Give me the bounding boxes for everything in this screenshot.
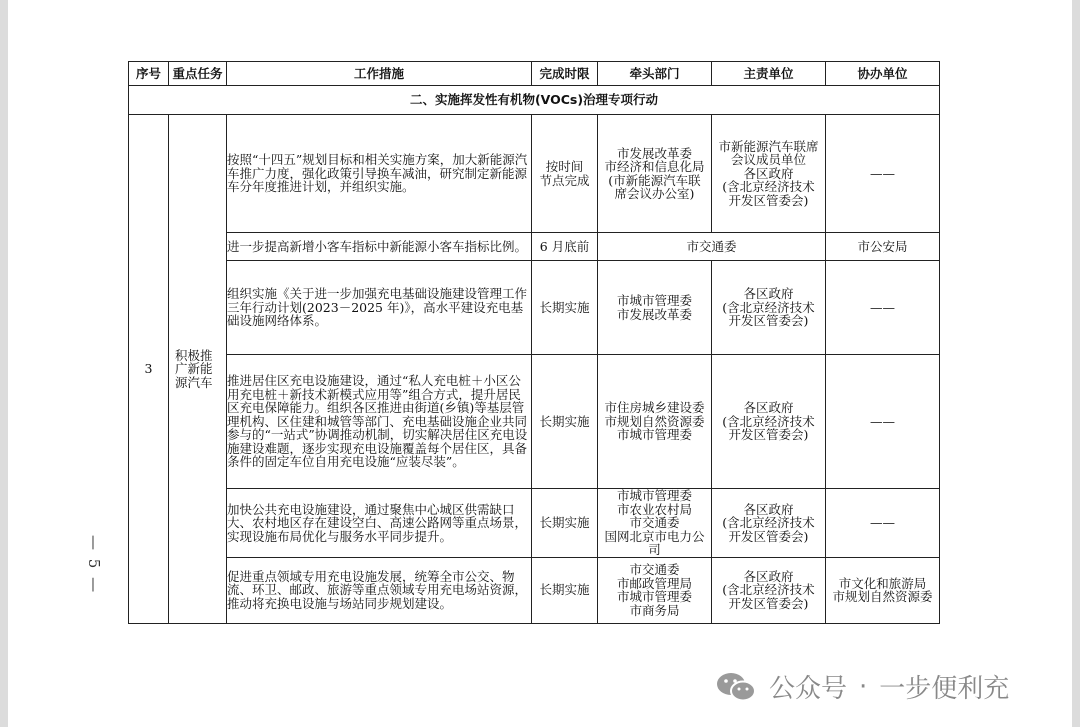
assist-unit: —— [826, 115, 940, 233]
deadline: 长期实施 [532, 261, 598, 355]
wechat-icon [715, 671, 757, 703]
lead-dept: 市发展改革委 市经济和信息化局 (市新能源汽车联 席会议办公室) [598, 115, 712, 233]
deadline: 6 月底前 [532, 233, 598, 261]
watermark [715, 668, 1009, 705]
deadline: 长期实施 [532, 557, 598, 623]
measure-text: 加快公共充电设施建设，通过聚焦中心城区供需缺口大、农村地区存在建设空白、高速公路网等重点场景，实现设施布局优化与服务水平同步提升。 [227, 489, 532, 558]
measure-text: 按照“十四五”规划目标和相关实施方案，加大新能源汽车推广力度，强化政策引导换车减油，研究制定新能源车分年度推进计划，并组织实施。 [227, 115, 532, 233]
header-measure: 工作措施 [227, 62, 532, 86]
table-row [129, 261, 940, 355]
table-row [129, 233, 940, 261]
deadline: 长期实施 [532, 489, 598, 558]
watermark-dot: · [859, 671, 868, 702]
table-row [129, 557, 940, 623]
deadline: 长期实施 [532, 355, 598, 489]
main-unit: 各区政府 (含北京经济技术 开发区管委会) [712, 489, 826, 558]
work-measures-table [128, 61, 940, 624]
measure-text: 进一步提高新增小客车指标中新能源小客车指标比例。 [227, 233, 532, 261]
watermark-name: 一步便利充 [879, 674, 1010, 704]
page-number: — 5 — [85, 535, 103, 595]
lead-dept: 市城市管理委 市发展改革委 [598, 261, 712, 355]
main-unit: 各区政府 (含北京经济技术 开发区管委会) [712, 261, 826, 355]
measure-text: 促进重点领域专用充电设施发展，统筹全市公交、物流、环卫、邮政、旅游等重点领域专用充电场站资源，推动将充换电设施与场站同步规划建设。 [227, 557, 532, 623]
lead-dept: 市交通委 市邮政管理局 市城市管理委 市商务局 [598, 557, 712, 623]
main-unit: 各区政府 (含北京经济技术 开发区管委会) [712, 557, 826, 623]
deadline: 按时间 节点完成 [532, 115, 598, 233]
lead-dept: 市城市管理委 市农业农村局 市交通委 国网北京市电力公司 [598, 489, 712, 558]
main-unit: 各区政府 (含北京经济技术 开发区管委会) [712, 355, 826, 489]
main-unit: 市新能源汽车联席 会议成员单位 各区政府 (含北京经济技术 开发区管委会) [712, 115, 826, 233]
assist-unit: —— [826, 355, 940, 489]
header-assist: 协办单位 [826, 62, 940, 86]
header-task: 重点任务 [169, 62, 227, 86]
section-title: 二、实施挥发性有机物(VOCs)治理专项行动 [129, 86, 940, 115]
header-lead: 牵头部门 [598, 62, 712, 86]
table-header-row [129, 62, 940, 86]
task-number: 3 [129, 115, 169, 624]
header-main: 主责单位 [712, 62, 826, 86]
measure-text: 组织实施《关于进一步加强充电基础设施建设管理工作三年行动计划(2023－2025 年)》，高水平建设充电基础设施网络体系。 [227, 261, 532, 355]
assist-unit: —— [826, 261, 940, 355]
header-deadline: 完成时限 [532, 62, 598, 86]
header-number: 序号 [129, 62, 169, 86]
table-row [129, 355, 940, 489]
assist-unit: 市公安局 [826, 233, 940, 261]
table-row [129, 489, 940, 558]
measure-text: 推进居住区充电设施建设，通过“私人充电桩＋小区公用充电桩＋新技术新模式应用等”组合方式，提升居民区充电保障能力。组织各区推进由街道(乡镇)等基层管理机构、区住建和城管等部门、充电基础设施企业共同参与的“一站式”协调推动机制，切实解决居住区充电设施建设难题，逐步实现充电设施覆盖每个居住区，具备条件的固定车位自用充电设施“应装尽装”。 [227, 355, 532, 489]
assist-unit: —— [826, 489, 940, 558]
lead-main-dept: 市交通委 [598, 233, 826, 261]
assist-unit: 市文化和旅游局 市规划自然资源委 [826, 557, 940, 623]
lead-dept: 市住房城乡建设委 市规划自然资源委 市城市管理委 [598, 355, 712, 489]
table-row [129, 115, 940, 233]
task-name: 积极推广新能源汽车 [169, 115, 227, 624]
watermark-prefix: 公众号 [769, 674, 848, 704]
